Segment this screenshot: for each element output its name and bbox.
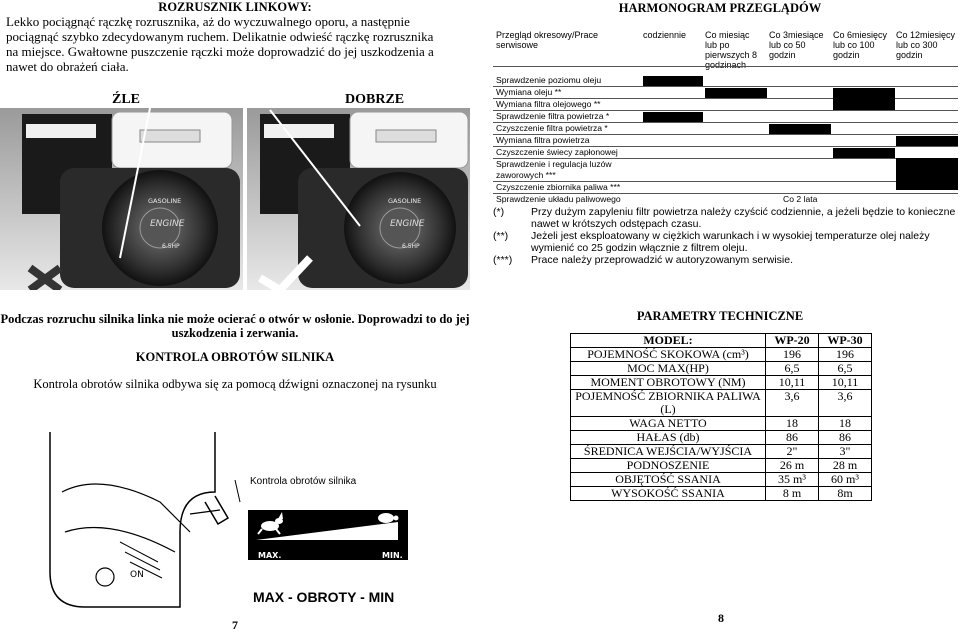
param-name: WAGA NETTO bbox=[571, 417, 766, 431]
schedule-mark bbox=[896, 158, 958, 190]
recoil-starter-line: na miejsce. Gwałtowne puszczenie rączki może doprowadzić do jej uszkodzenia a bbox=[6, 44, 434, 59]
label-wrong: ŹLE bbox=[112, 92, 141, 107]
starter-caption bbox=[0, 312, 470, 340]
params-row bbox=[571, 376, 872, 390]
params-header-model-a: WP-20 bbox=[766, 334, 819, 348]
param-value: 196 bbox=[819, 348, 872, 362]
schedule-header-col bbox=[896, 30, 958, 76]
engine-fuel-text: GASOLINE bbox=[148, 197, 182, 205]
engine-brand-text: ENGINE bbox=[150, 219, 185, 229]
schedule-mark bbox=[833, 148, 895, 158]
param-value: 3,6 bbox=[766, 390, 819, 417]
schedule-notes bbox=[493, 206, 958, 266]
speed-control-text: Kontrola obrotów silnika odbywa się za pomocą dźwigni oznaczonej na rysunku bbox=[33, 377, 437, 391]
recoil-starter-line: Lekko pociągnąć rączkę rozrusznika, aż do wyczuwalnego oporu, a następnie bbox=[6, 14, 410, 29]
schedule-task: Czyszczenie zbiornika paliwa *** bbox=[496, 182, 621, 192]
schedule-mark bbox=[833, 88, 895, 110]
params-header-row bbox=[571, 334, 872, 348]
params-row bbox=[571, 390, 872, 417]
schedule-task: Sprawdzenie filtra powietrza * bbox=[496, 111, 610, 121]
param-name: WYSOKOŚĆ SSANIA bbox=[571, 487, 766, 501]
note-mark: (**) bbox=[493, 230, 509, 242]
param-name: POJEMNOŚĆ SKOKOWA (cm³) bbox=[571, 348, 766, 362]
recoil-starter-title: ROZRUSZNIK LINKOWY: bbox=[158, 0, 312, 14]
schedule-row bbox=[493, 75, 958, 87]
max-label: MAX. bbox=[258, 551, 282, 560]
schedule-task: Sprawdzenie poziomu oleju bbox=[496, 75, 602, 85]
note-text: Jeżeli jest eksploatowany w ciężkich warunkach i w wysokiej temperaturze olej należy wymienić co 25 godzin włącznie z filtrem oleju. bbox=[531, 230, 930, 254]
param-value: 18 bbox=[766, 417, 819, 431]
schedule-header-line: lub co 300 bbox=[896, 40, 938, 50]
schedule-header-line: Co 3miesiące bbox=[769, 30, 824, 40]
param-value: 8m bbox=[819, 487, 872, 501]
param-value: 6,5 bbox=[766, 362, 819, 376]
note-mark: (***) bbox=[493, 254, 513, 266]
schedule-task: Wymiana oleju ** bbox=[496, 87, 562, 97]
param-value: 26 m bbox=[766, 459, 819, 473]
params-row bbox=[571, 459, 872, 473]
starter-caption-line: Podczas rozruchu silnika linka nie może ocierać o otwór w osłonie. Doprowadzi to do jej bbox=[0, 312, 470, 326]
param-value: 3" bbox=[819, 445, 872, 459]
recoil-starter-line: nawet do obrażeń ciała. bbox=[6, 59, 129, 74]
param-name: MOMENT OBROTOWY (NM) bbox=[571, 376, 766, 390]
params-row bbox=[571, 417, 872, 431]
schedule-task: Czyszczenie świecy zapłonowej bbox=[496, 147, 618, 157]
schedule-header-line: Co 12miesięcy bbox=[896, 30, 956, 40]
param-name: OBJĘTOŚĆ SSANIA bbox=[571, 473, 766, 487]
schedule-header-line: lub co 50 bbox=[769, 40, 806, 50]
note-mark: (*) bbox=[493, 206, 505, 218]
schedule-header-task: Przegląd okresowy/Prace serwisowe bbox=[496, 30, 599, 50]
page-number-left: 7 bbox=[232, 618, 238, 632]
params-row bbox=[571, 362, 872, 376]
min-label: MIN. bbox=[382, 551, 403, 560]
schedule-header-col bbox=[769, 30, 831, 76]
params-row bbox=[571, 348, 872, 362]
schedule-note bbox=[493, 230, 958, 254]
schedule-row bbox=[493, 123, 958, 135]
speed-control-callout: Kontrola obrotów silnika bbox=[250, 476, 357, 487]
schedule-header-line: pierwszych 8 bbox=[705, 50, 758, 60]
schedule-header-line: godzinach bbox=[705, 60, 747, 70]
param-name: PODNOSZENIE bbox=[571, 459, 766, 473]
schedule-mark bbox=[705, 88, 767, 98]
speed-control-diagram bbox=[40, 432, 460, 612]
schedule-header-line: godzin bbox=[896, 50, 923, 60]
param-value: 196 bbox=[766, 348, 819, 362]
schedule-header-line: Co miesiąc bbox=[705, 30, 750, 40]
param-value: 86 bbox=[819, 431, 872, 445]
params-row bbox=[571, 487, 872, 501]
schedule-header-line: Co 6miesięcy bbox=[833, 30, 888, 40]
schedule-mark bbox=[643, 112, 703, 122]
schedule-header-line: godzin bbox=[769, 50, 796, 60]
schedule-mark bbox=[643, 76, 703, 86]
param-name: POJEMNOŚĆ ZBIORNIKA PALIWA (L) bbox=[571, 390, 766, 417]
param-value: 6,5 bbox=[819, 362, 872, 376]
recoil-starter-line: pociągnąć szybko zdecydowanym ruchem. Delikatnie odwieść rączkę rozrusznika bbox=[6, 29, 434, 44]
engine-power-text: 6.5HP bbox=[402, 243, 420, 250]
params-header-name: MODEL: bbox=[571, 334, 766, 348]
schedule-header-line: lub co 100 bbox=[833, 40, 875, 50]
technical-params-title: PARAMETRY TECHNICZNE bbox=[636, 309, 804, 323]
maintenance-schedule-title: HARMONOGRAM PRZEGLĄDÓW bbox=[618, 1, 822, 15]
schedule-row bbox=[493, 194, 958, 205]
label-correct: DOBRZE bbox=[345, 92, 405, 107]
engine-power-text: 6.5HP bbox=[162, 243, 180, 250]
engine-photos-illustration bbox=[0, 108, 470, 290]
fuel-system-interval: Co 2 lata bbox=[783, 194, 818, 204]
schedule-note bbox=[493, 206, 958, 230]
schedule-note bbox=[493, 254, 958, 266]
params-row bbox=[571, 445, 872, 459]
params-row bbox=[571, 473, 872, 487]
schedule-mark bbox=[896, 136, 958, 146]
schedule-header-col bbox=[833, 30, 895, 76]
schedule-row bbox=[493, 182, 958, 194]
speed-control-title: KONTROLA OBROTÓW SILNIKA bbox=[135, 350, 335, 364]
params-row bbox=[571, 431, 872, 445]
schedule-header-line: codziennie bbox=[643, 30, 687, 40]
engine-photos bbox=[0, 108, 470, 290]
schedule-task: Sprawdzenie i regulacja luzów zaworowych *** bbox=[496, 159, 612, 180]
param-value: 8 m bbox=[766, 487, 819, 501]
param-value: 60 m³ bbox=[819, 473, 872, 487]
schedule-header-line: lub po bbox=[705, 40, 730, 50]
schedule-task: Wymiana filtra olejowego ** bbox=[496, 99, 601, 109]
schedule-row bbox=[493, 135, 958, 147]
lever-on-mark: ON bbox=[130, 570, 144, 580]
schedule-header-line: godzin bbox=[833, 50, 860, 60]
param-value: 86 bbox=[766, 431, 819, 445]
schedule-header-col bbox=[643, 30, 703, 76]
param-value: 18 bbox=[819, 417, 872, 431]
param-value: 28 m bbox=[819, 459, 872, 473]
schedule-task: Wymiana filtra powietrza bbox=[496, 135, 590, 145]
param-value: 2" bbox=[766, 445, 819, 459]
engine-brand-text: ENGINE bbox=[390, 219, 425, 229]
schedule-row bbox=[493, 159, 958, 182]
param-value: 3,6 bbox=[819, 390, 872, 417]
page-number-right: 8 bbox=[718, 611, 724, 625]
schedule-task: Czyszczenie filtra powietrza * bbox=[496, 123, 608, 133]
schedule-mark bbox=[769, 124, 831, 134]
param-value: 35 m³ bbox=[766, 473, 819, 487]
note-text: Przy dużym zapyleniu filtr powietrza należy czyścić codziennie, a jeżeli będzie to konieczne nawet w krótszych odstępach czasu. bbox=[531, 206, 956, 230]
engine-fuel-text: GASOLINE bbox=[388, 197, 422, 205]
schedule-task: Sprawdzenie układu paliwowego bbox=[496, 194, 621, 204]
schedule-row bbox=[493, 111, 958, 123]
max-min-speed-label: MAX - OBROTY - MIN bbox=[253, 589, 395, 605]
param-value: 10,11 bbox=[819, 376, 872, 390]
note-text: Prace należy przeprowadzić w autoryzowanym serwisie. bbox=[531, 254, 794, 266]
param-name: ŚREDNICA WEJŚCIA/WYJŚCIA bbox=[571, 445, 766, 459]
params-header-model-b: WP-30 bbox=[819, 334, 872, 348]
maintenance-schedule-table bbox=[493, 30, 958, 202]
param-name: MOC MAX(HP) bbox=[571, 362, 766, 376]
starter-caption-line: uszkodzenia i zerwania. bbox=[171, 326, 299, 340]
schedule-header-col bbox=[705, 30, 767, 76]
recoil-starter-text bbox=[6, 14, 466, 74]
param-name: HAŁAS (db) bbox=[571, 431, 766, 445]
technical-params-table bbox=[570, 333, 872, 501]
param-value: 10,11 bbox=[766, 376, 819, 390]
